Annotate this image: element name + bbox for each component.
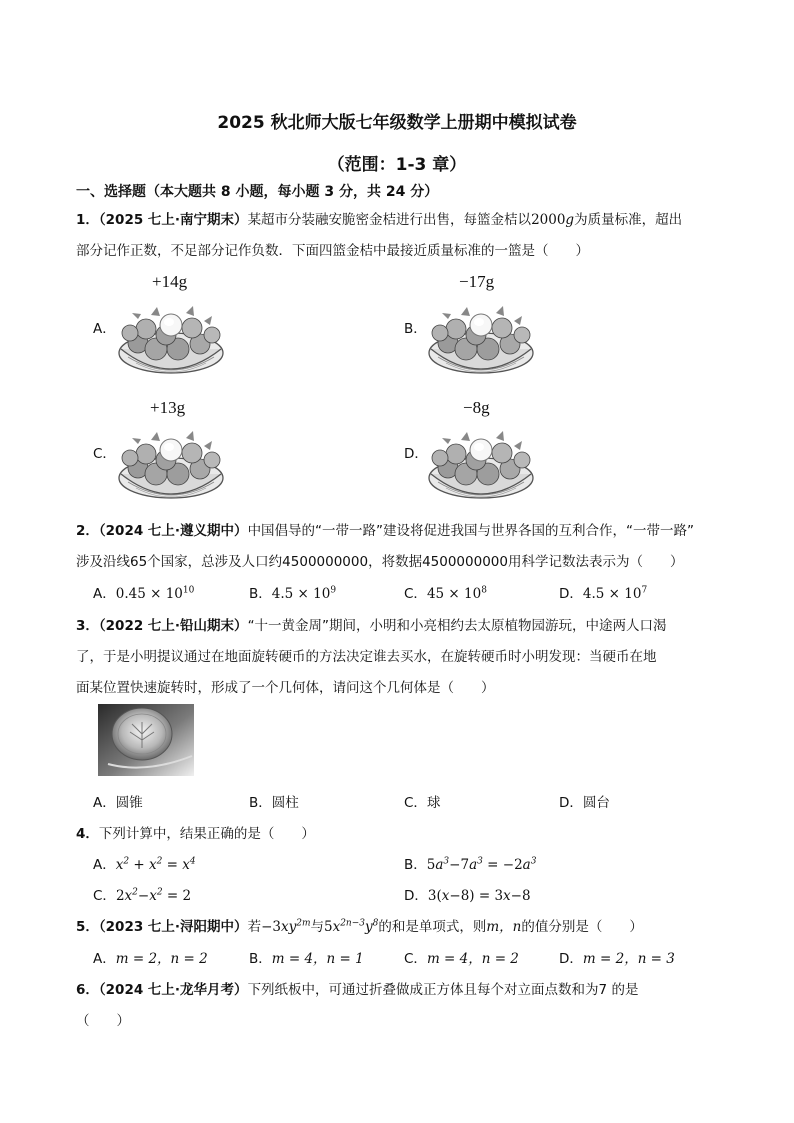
- option-math: 0.45 × 10: [115, 586, 183, 602]
- question-text: “十一黄金周”期间，小明和小亮相约去太原植物园游玩，中途两人口渴: [247, 618, 667, 634]
- q5-option-d: [559, 947, 675, 967]
- option-math: 45 × 10: [426, 586, 482, 602]
- option-letter: A．: [93, 951, 116, 967]
- question-2-line1: [76, 519, 694, 539]
- question-text: 若: [247, 919, 262, 935]
- question-1-line2: 部分记作正数，不足部分记作负数．下面四篮金桔中最接近质量标准的一篮是（ ）: [76, 243, 589, 259]
- option-math: 4.5 × 10: [271, 586, 331, 602]
- q3-option-b: [249, 791, 299, 811]
- question-source: （2024 七上·龙华月考）: [98, 982, 248, 998]
- weight-label-a: +14g: [152, 272, 188, 291]
- math-value: 2000: [531, 212, 566, 228]
- option-math: m = 2，n = 3: [582, 951, 675, 967]
- question-source: （2022 七上·铅山期末）: [98, 618, 248, 634]
- question-number: 4．: [76, 826, 99, 842]
- math-term-2: $5x^{2n-3}y^8$: [323, 918, 379, 935]
- option-text: 圆台: [582, 795, 610, 811]
- option-math: $x^2 + x^2 = x^4$: [115, 856, 196, 873]
- q5-option-b: [249, 947, 364, 967]
- option-letter: D．: [559, 586, 583, 602]
- option-math: $2x^2-x^2 = 2$: [115, 887, 192, 904]
- section-heading: 一、选择题（本大题共 8 小题，每小题 3 分，共 24 分）: [76, 184, 439, 200]
- question-text: 某超市分装融安脆密金桔进行出售，每篮金桔以: [247, 212, 532, 228]
- math-vars: m，n: [486, 919, 522, 935]
- option-exponent: 10: [182, 585, 195, 596]
- question-3-line3: 面某位置快速旋转时，形成了一个几何体，请问这个几何体是（ ）: [76, 680, 495, 696]
- question-source: （2023 七上·浔阳期中）: [98, 919, 248, 935]
- question-text: 为质量标准，超出: [574, 212, 683, 228]
- q2-option-c: [404, 582, 487, 602]
- option-c-letter: C．: [93, 446, 116, 462]
- option-letter: C．: [404, 586, 427, 602]
- orange-basket-image-d: [426, 422, 536, 502]
- weight-label-b: −17g: [459, 272, 495, 291]
- option-text: 圆锥: [115, 795, 143, 811]
- math-term-1: $-3xy^{2m}$: [261, 918, 311, 935]
- q3-option-a: [93, 791, 143, 811]
- q2-option-b: [249, 582, 336, 602]
- math-var: g: [565, 212, 575, 228]
- option-letter: B．: [249, 586, 272, 602]
- weight-label-d: −8g: [463, 398, 490, 417]
- option-letter: B．: [249, 795, 272, 811]
- option-math: m = 4，n = 1: [271, 951, 364, 967]
- question-3-line1: [76, 614, 667, 634]
- q4-option-c: [93, 884, 191, 904]
- option-exponent: 8: [481, 585, 487, 596]
- question-text: 下列计算中，结果正确的是（ ）: [98, 826, 315, 842]
- q2-option-a: [93, 582, 194, 602]
- q5-option-c: [404, 947, 519, 967]
- question-6-line1: [76, 978, 638, 998]
- question-5-line1: [76, 915, 643, 935]
- option-letter: C．: [404, 795, 427, 811]
- option-text: 圆柱: [271, 795, 299, 811]
- question-6-line2: （ ）: [76, 1013, 130, 1029]
- question-number: 6．: [76, 982, 99, 998]
- option-letter: B．: [404, 857, 427, 873]
- option-letter: B．: [249, 951, 272, 967]
- page-title: 2025 秋北师大版七年级数学上册期中模拟试卷: [217, 113, 577, 133]
- q2-option-d: [559, 582, 647, 602]
- question-text: 下列纸板中，可通过折叠做成正方体且每个对立面点数和为7 的是: [247, 982, 639, 998]
- option-b-letter: B．: [404, 321, 427, 337]
- q5-option-a: [93, 947, 208, 967]
- option-exponent: 9: [330, 585, 337, 596]
- page-subtitle: （范围：1-3 章）: [327, 155, 467, 175]
- option-math: 4.5 × 10: [582, 586, 642, 602]
- option-math: 3(x−8) = 3x−8: [427, 888, 531, 904]
- question-4-line1: [76, 822, 315, 842]
- option-math: m = 4，n = 2: [426, 951, 519, 967]
- question-2-line2: 涉及沿线65个国家，总涉及人口约4500000000，将数据4500000000用科学记数法表示为（ ）: [76, 554, 684, 570]
- q4-option-d: [404, 884, 531, 904]
- option-letter: A．: [93, 586, 116, 602]
- option-exponent: 7: [641, 585, 648, 596]
- option-letter: D．: [559, 951, 583, 967]
- spinning-coin-image: [98, 704, 194, 776]
- q4-option-b: [404, 853, 536, 873]
- question-source: （2024 七上·遵义期中）: [98, 523, 248, 539]
- question-number: 1．: [76, 212, 99, 228]
- option-d-letter: D．: [404, 446, 428, 462]
- q4-option-a: [93, 853, 196, 873]
- question-text: 的和是单项式，则: [378, 919, 487, 935]
- question-3-line2: 了，于是小明提议通过在地面旋转硬币的方法决定谁去买水，在旋转硬币时小明发现：当硬币在地: [76, 649, 657, 665]
- option-letter: C．: [93, 888, 116, 904]
- option-text: 球: [426, 795, 441, 811]
- question-text: 中国倡导的“一带一路”建设将促进我国与世界各国的互利合作，“一带一路”: [247, 523, 695, 539]
- option-math: $5a^3-7a^3 = -2a^3$: [426, 856, 537, 873]
- question-number: 5．: [76, 919, 99, 935]
- option-letter: D．: [404, 888, 428, 904]
- q3-option-c: [404, 791, 440, 811]
- question-number: 2．: [76, 523, 99, 539]
- option-letter: D．: [559, 795, 583, 811]
- question-source: （2025 七上·南宁期末）: [98, 212, 248, 228]
- orange-basket-image-a: [116, 297, 226, 377]
- orange-basket-image-b: [426, 297, 536, 377]
- option-math: m = 2，n = 2: [115, 951, 208, 967]
- question-text: 的值分别是（ ）: [521, 919, 643, 935]
- question-number: 3．: [76, 618, 99, 634]
- option-letter: A．: [93, 857, 116, 873]
- orange-basket-image-c: [116, 422, 226, 502]
- q3-option-d: [559, 791, 610, 811]
- question-1-line1: [76, 208, 682, 228]
- option-letter: C．: [404, 951, 427, 967]
- question-text: 与: [310, 919, 324, 935]
- option-letter: A．: [93, 795, 116, 811]
- weight-label-c: +13g: [150, 398, 186, 417]
- option-a-letter: A．: [93, 321, 116, 337]
